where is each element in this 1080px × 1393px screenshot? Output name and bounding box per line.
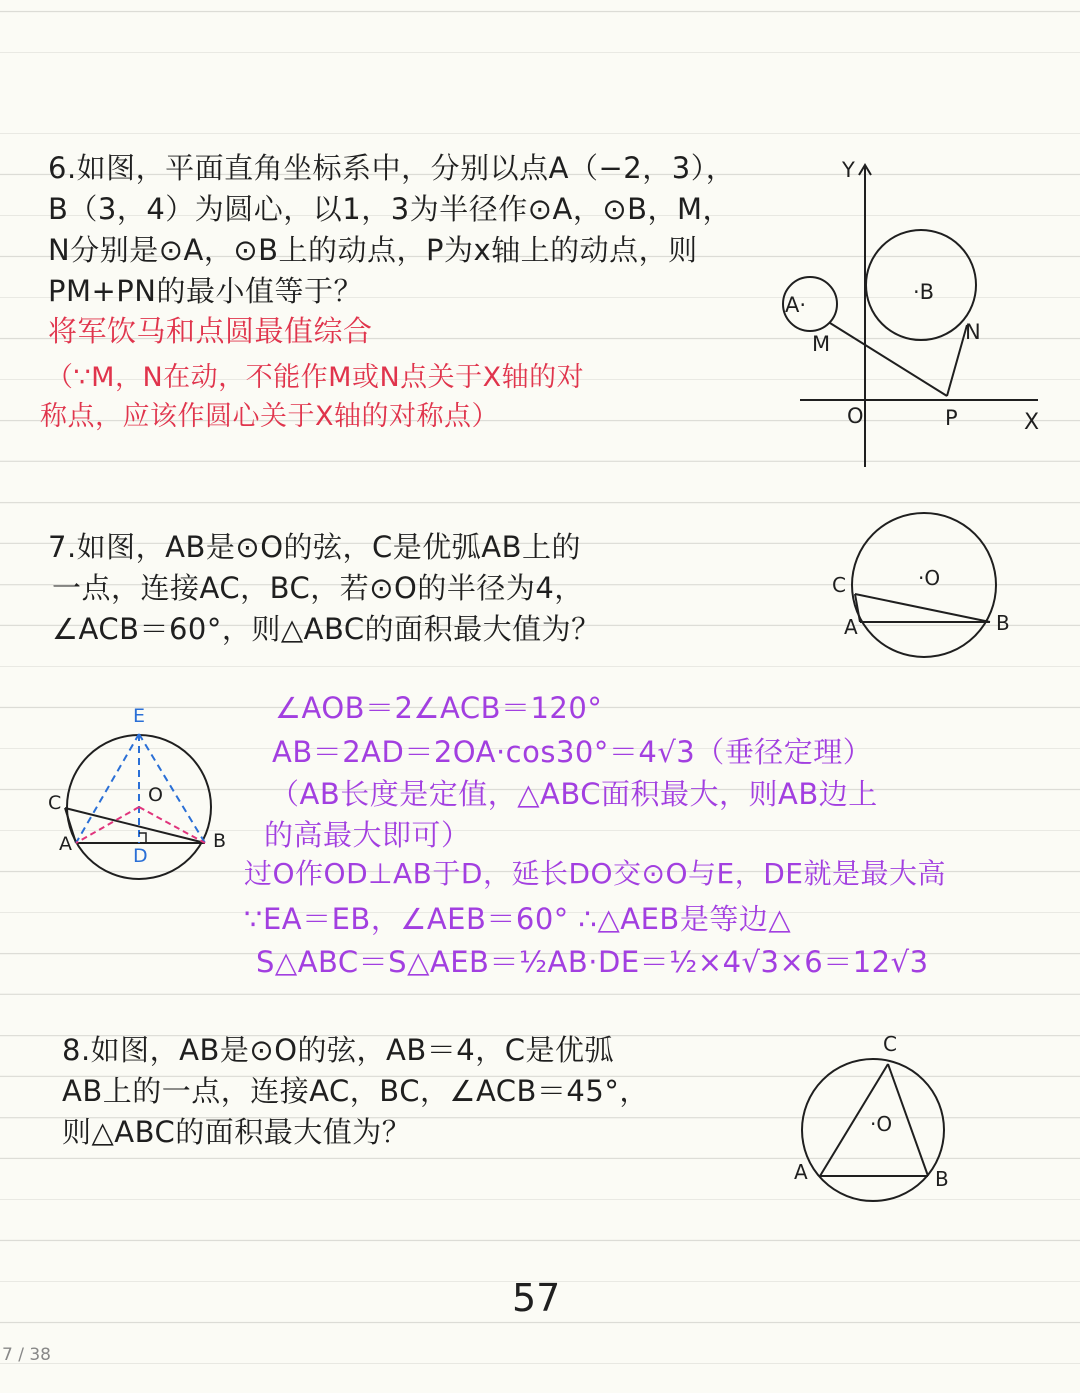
q7-solution-line-3: （AB长度是定值，△ABC面积最大，则AB边上 bbox=[270, 777, 878, 811]
label-y: Y bbox=[842, 158, 855, 182]
label-b: ·B bbox=[913, 280, 935, 304]
page-number: 57 bbox=[512, 1276, 561, 1320]
q7-solution-line-5: 过O作OD⊥AB于D，延长DO交⊙O与E，DE就是最大高 bbox=[244, 857, 946, 890]
q6-text-line-2: B（3，4）为圆心，以1，3为半径作⊙A，⊙B，M， bbox=[48, 192, 733, 226]
chord-cb bbox=[888, 1064, 928, 1176]
q7-solution-line-2: AB＝2AD＝2OA·cos30°＝4√3（垂径定理） bbox=[272, 735, 873, 769]
label-a: A bbox=[844, 615, 858, 639]
q6-note-line-2: 称点，应该作圆心关于X轴的对称点） bbox=[40, 401, 499, 432]
q8-text-line-2: AB上的一点，连接AC，BC，∠ACB＝45°， bbox=[62, 1074, 649, 1108]
segment-ob bbox=[139, 807, 205, 843]
q8-text-line-3: 则△ABC的面积最大值为？ bbox=[62, 1115, 412, 1149]
q8-text-line-1: 8.如图，AB是⊙O的弦，AB＝4，C是优弧 bbox=[62, 1033, 614, 1067]
label-b: B bbox=[996, 611, 1010, 635]
q6-note-line-1: （∵M，N在动，不能作M或N点关于X轴的对 bbox=[46, 362, 585, 393]
right-angle-mark bbox=[139, 833, 146, 843]
q7-solution-line-1: ∠AOB＝2∠ACB＝120° bbox=[275, 691, 603, 725]
page-counter: 7 / 38 bbox=[2, 1345, 51, 1365]
q7-text-line-3: ∠ACB＝60°，则△ABC的面积最大值为？ bbox=[52, 612, 601, 646]
segment-pn bbox=[947, 325, 967, 396]
q6-figure bbox=[780, 155, 1050, 475]
q7-text-line-2: 一点，连接AC，BC，若⊙O的半径为4， bbox=[52, 571, 584, 605]
label-o: ·O bbox=[918, 566, 941, 590]
q7-solution-line-4: 的高最大即可） bbox=[264, 818, 471, 852]
q8-figure bbox=[790, 1030, 970, 1200]
label-d: D bbox=[133, 845, 148, 867]
q6-method-tag: 将军饮马和点圆最值综合 bbox=[48, 314, 373, 348]
q7-solution-line-6: ∵EA＝EB，∠AEB＝60° ∴△AEB是等边△ bbox=[244, 902, 792, 936]
label-o: O bbox=[847, 404, 864, 428]
label-b: B bbox=[213, 830, 227, 852]
label-o: O bbox=[148, 784, 163, 806]
label-c: C bbox=[48, 792, 62, 814]
segment-pm bbox=[830, 323, 947, 396]
q6-text-line-3: N分别是⊙A，⊙B上的动点，P为x轴上的动点，则 bbox=[48, 233, 698, 267]
label-c: C bbox=[832, 573, 846, 597]
label-b: B bbox=[935, 1167, 949, 1191]
label-a: A bbox=[59, 833, 72, 855]
label-a: A bbox=[794, 1160, 808, 1184]
label-e: E bbox=[133, 705, 146, 727]
label-a: A· bbox=[785, 293, 807, 317]
label-o: ·O bbox=[870, 1112, 893, 1136]
label-c: C bbox=[883, 1032, 897, 1056]
q7-solution-line-7: S△ABC＝S△AEB＝½AB·DE＝½×4√3×6＝12√3 bbox=[256, 945, 929, 979]
label-p: P bbox=[945, 406, 958, 430]
q6-text-line-1: 6.如图，平面直角坐标系中，分别以点A（−2，3）， bbox=[48, 151, 736, 185]
chord-cb bbox=[855, 594, 990, 622]
q7-figure bbox=[830, 510, 1030, 670]
segment-ea bbox=[76, 734, 139, 843]
q7-solution-figure bbox=[45, 700, 245, 870]
q6-text-line-4: PM+PN的最小值等于？ bbox=[48, 274, 363, 308]
label-m: M bbox=[812, 332, 831, 356]
label-x: X bbox=[1024, 410, 1040, 435]
label-n: N bbox=[965, 320, 981, 344]
q7-text-line-1: 7.如图，AB是⊙O的弦，C是优弧AB上的 bbox=[48, 530, 582, 564]
